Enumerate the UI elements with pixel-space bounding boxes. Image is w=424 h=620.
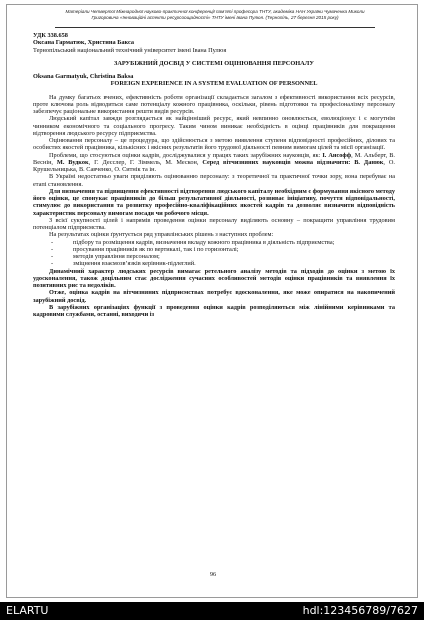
p4-names-1: І. Ансофф (322, 151, 352, 159)
paragraph-7: З всієї сукупності цілей і напрямів проведення оцінки персоналу виділяють основну – покращити управління трудовим потенціалом підприємства. (33, 216, 395, 231)
title-ukrainian: ЗАРУБІЖНИЙ ДОСВІД У СИСТЕМІ ОЦІНЮВАННЯ ПЕРСОНАЛУ (114, 59, 314, 67)
paragraph-9: Динамічний характер людських ресурсів вимагає ретельного аналізу методів та підходів до оцінки з метою їх удосконалення, також доцільним стає дослідження сучасних особливостей методів оцінки працівників та виявлення їх позитивних рис та недоліків. (33, 267, 395, 289)
paragraph-5: В Україні недостатньо уваги приділяють оцінюванню персоналу: з теоретичної та практичної точки зору, вона перебуває на етапі становлення. (33, 173, 395, 188)
udc-code: УДК 338.658 (33, 32, 68, 39)
paragraph-8: На результатах оцінки ґрунтується ряд управлінських рішень з наступних проблем: (49, 231, 274, 239)
p4-text-c: , Г. Десслер, Г. Зіммель, М. Мескон, (88, 158, 203, 166)
paragraph-4 (33, 152, 395, 174)
paper-body (33, 32, 395, 318)
header-rule (55, 27, 375, 28)
paragraph-1: На думку багатьох вчених, ефективність роботи організації складається загалом з ефективності використання всіх ресурсів, проте ключова роль відводиться саме потенціалу кожного працівника, оскільки, рівень підготовки та професіоналізму персоналу забезпечує раціональне використання решти видів ресурсів. (33, 93, 395, 115)
p4-text-d: , О. Крушельницька, В. Савченко, О. Ситнік та ін. (33, 158, 395, 173)
paragraph-11: В зарубіжних організаціях функції з проведення оцінки кадрів розподіляються між лінійними керівниками та кадровими службами, останні, виходячи із (33, 303, 395, 318)
list-item: - просування працівників як по вертикалі, так і по горизонталі; (51, 246, 395, 253)
problems-list (33, 239, 395, 268)
paragraph-6: Для визначення та підвищення ефективності відтворення людського капіталу необхідним є формування якісного методу його оцінки, це спонукає працівників до більш результативної діяльності, розвиває ініціативу, почуття відповідальності, стимулює до використання та розвитку професійно-кваліфікаційних якостей кадрів та дозволяє визначити відповідність характеристик персоналу вимогам посади чи робочого місця. (33, 187, 395, 217)
repository-status-bar (0, 602, 424, 620)
authors-ukrainian: Оксана Гарматюк, Христина Бакса (33, 39, 135, 47)
paragraph-10: Отже, оцінка кадрів на вітчизняних підприємствах потребує вдосконалення, яке може опиратися на накопичений зарубіжний досвід. (33, 289, 395, 304)
list-item: - підбору та розміщення кадрів, визначення вкладу кожного працівника в діяльність підприємства; (51, 239, 395, 246)
affiliation: Тернопільський національний технічний університет імені Івана Пулюя (33, 46, 227, 54)
handle-identifier: hdl:123456789/7627 (302, 604, 418, 617)
list-item: - зміцнення взаємозв’язків керівник-підлеглий. (51, 260, 395, 267)
p4-text-a: Проблеми, що стосуються оцінки кадрів, досліджувалися у працях таких зарубіжних науковців, як: (49, 151, 323, 159)
p4-names-2: М. Вудкок (56, 158, 89, 166)
page-number: 96 (209, 571, 217, 578)
paragraph-3: Оцінювання персоналу – це процедура, що здійснюється з метою виявлення ступеня відповідності професійних, ділових та особистих якостей працівника, кількісних і якісних результатів його трудової діяльності певним вимогам цілей та місії організації. (33, 137, 395, 152)
authors-english: Oksana Garmatyuk, Christina Baksa (33, 73, 134, 80)
repository-name: ELARTU (6, 604, 49, 617)
conference-header: Матеріали Четвертої Міжнародної науково-практичної конференції пам’яті професора ТНТУ, академіка НАН України Чумаченка Миколи Григоровича «Інноваційні аспекти ресурсоощадності» ТНТУ імені Івана Пулюя. (Тернопіль, 27 березня 2015 року) (65, 9, 365, 20)
paper-page (6, 4, 418, 598)
p4-text-b: , М. Альберт, В. Веснін, (33, 151, 396, 166)
title-english: FOREIGN EXPERIENCE IN A SYSTEM EVALUATION OF PERSONNEL (110, 80, 318, 88)
list-item: - методів управління персоналом; (51, 253, 395, 260)
p4-names-3: Серед вітчизняних науковців можна відзначити: В. Данюк (202, 158, 384, 166)
paragraph-2: Людський капітал завжди розглядається як найцінніший ресурс, який невпинно оновлюється, еволюціонує і є могутнім чинником економічного та соціального прогресу. Таким чином виникає необхідність в оцінці працівників для покращення відтворення людського ресурсу підприємства. (33, 115, 395, 137)
